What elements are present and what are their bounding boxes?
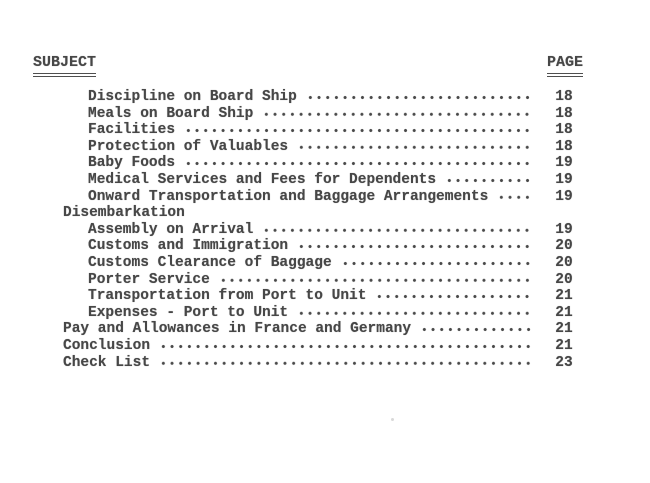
toc-entry-page: 19 (555, 188, 573, 205)
toc-entry-page: 18 (555, 89, 573, 105)
toc-entry-title: Onward Transportation and Baggage Arrangements (88, 188, 489, 205)
toc-row (63, 155, 583, 172)
toc-list (63, 89, 583, 371)
toc-entry-title: Protection of Valuables (88, 138, 289, 155)
toc-entry-title: Assembly on Arrival (88, 221, 254, 238)
toc-row (63, 321, 583, 338)
toc-row (63, 305, 583, 322)
scan-artifact (391, 418, 394, 421)
toc-row (63, 139, 583, 156)
toc-row (63, 338, 583, 355)
toc-entry-title: Conclusion (63, 337, 151, 354)
dot-leader (420, 321, 531, 338)
toc-entry-page: 18 (555, 122, 573, 139)
dot-leader (297, 238, 531, 255)
toc-entry-page: 20 (555, 254, 573, 271)
dot-leader (297, 305, 531, 322)
dot-leader (341, 255, 531, 272)
toc-entry-title: Baby Foods (88, 155, 176, 172)
dot-leader (445, 172, 531, 189)
toc-entry-title: Transportation from Port to Unit (88, 288, 367, 305)
toc-entry-title: Porter Service (88, 271, 210, 288)
dot-leader (159, 355, 531, 372)
toc-entry-page: 21 (555, 337, 573, 354)
toc-row (63, 255, 583, 272)
toc-row (63, 288, 583, 305)
toc-entry-page: 19 (555, 155, 573, 172)
toc-entry-page: 21 (555, 304, 573, 321)
toc-entry-title: Expenses - Port to Unit (88, 304, 289, 321)
page-column-header: PAGE (547, 55, 583, 77)
toc-entry-title: Pay and Allowances in France and Germany (63, 321, 412, 338)
subject-column-header: SUBJECT (33, 55, 96, 77)
toc-entry-page: 23 (555, 354, 573, 371)
toc-row (63, 172, 583, 189)
dot-leader (375, 288, 531, 305)
dot-leader (219, 272, 531, 289)
toc-row (63, 89, 583, 106)
toc-entry-page: 18 (555, 138, 573, 155)
dot-leader (497, 189, 531, 206)
toc-row (63, 272, 583, 289)
toc-row (63, 222, 583, 239)
toc-entry-page: 21 (555, 288, 573, 305)
toc-entry-page: 18 (555, 105, 573, 122)
toc-entry-page: 19 (555, 221, 573, 238)
dot-leader (262, 106, 531, 123)
toc-row (63, 205, 583, 222)
dot-leader (159, 338, 531, 355)
toc-entry-title: Medical Services and Fees for Dependents (88, 171, 437, 188)
toc-row (63, 106, 583, 123)
toc-entry-title: Check List (63, 354, 151, 371)
toc-entry-title: Facilities (88, 122, 176, 139)
toc-row (63, 238, 583, 255)
dot-leader (184, 155, 531, 172)
toc-entry-page: 19 (555, 171, 573, 188)
toc-entry-title: Disembarkation (63, 205, 185, 222)
toc-entry-title: Meals on Board Ship (88, 105, 254, 122)
dot-leader (262, 222, 531, 239)
toc-column-headers (33, 55, 583, 77)
dot-leader (297, 139, 531, 156)
toc-entry-page: 20 (555, 238, 573, 255)
toc-entry-title: Customs and Immigration (88, 238, 289, 255)
dot-leader (306, 89, 531, 106)
toc-entry-title: Customs Clearance of Baggage (88, 254, 332, 271)
dot-leader (184, 122, 531, 139)
toc-row (63, 189, 583, 206)
toc-entry-page: 20 (555, 271, 573, 288)
toc-row (63, 122, 583, 139)
toc-entry-page: 21 (555, 321, 573, 338)
toc-entry-title: Discipline on Board Ship (88, 89, 297, 105)
toc-row (63, 355, 583, 372)
